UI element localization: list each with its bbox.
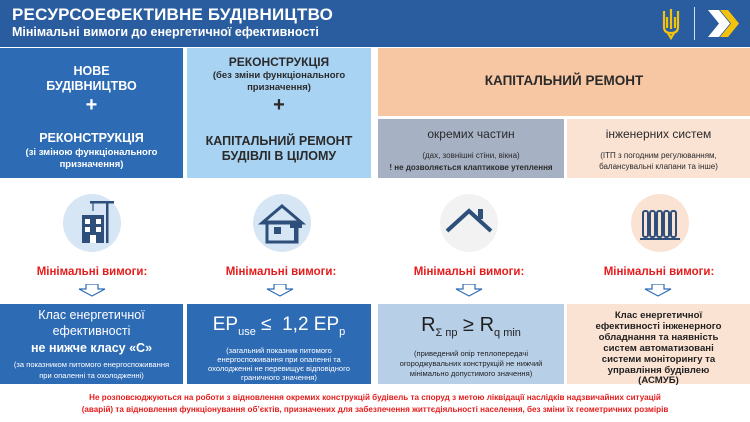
capital-systems-box [567,119,750,178]
r2-note1: (загальний показник питомого [226,346,332,355]
r4-line2: ефективності інженерного [595,321,722,332]
r2-ep-sub: use [238,325,256,338]
r1-note1: (за показником питомого енергоспоживання [13,360,170,369]
new-line3: РЕКОНСТРУКЦІЯ [39,131,144,145]
ukraine-trident-icon [660,7,682,40]
capital-repair-box [378,48,750,116]
min-req-label-4: Мінімальні вимоги: [603,266,715,278]
new-plus: + [85,94,98,116]
r3-note3: мінімально допустимого значення) [409,369,533,378]
building-crane-icon [62,193,122,253]
recon-note1: (без зміни функціонального [212,70,346,81]
r3-note2: огороджувальних конструкцій не нижчий [399,359,543,368]
r3-note1: (приведений опір теплопередачі [413,349,529,358]
r4-line4: систем автоматизовані [603,343,714,354]
result-class-c-box [0,304,183,384]
new-note2: призначення) [59,159,124,170]
r2-ep: EP [212,314,239,335]
arrows-logo-icon [706,8,740,39]
parts-title: окремих частин [427,127,515,141]
r2-op: ≤ 1,2 EP [261,314,340,335]
r1-line2: ефективності [52,324,131,338]
r1-note2: при опаленні та охолодженні) [39,371,144,380]
page-subtitle: Мінімальні вимоги до енергетичної ефективності [12,25,319,39]
r4-line7: (АСМУБ) [638,375,679,386]
footer-note [0,392,750,415]
recon-line3: БУДІВЛІ В ЦІЛОМУ [221,149,337,163]
capital-title: КАПІТАЛЬНИЙ РЕМОНТ [484,73,644,88]
r1-line3: не нижче класу «С» [30,341,153,355]
header-bar [0,0,750,47]
down-arrow-icon [644,284,672,297]
r4-line1: Клас енергетичної [614,310,703,321]
recon-line2: КАПІТАЛЬНИЙ РЕМОНТ [205,134,353,148]
r3-op: ≥ R [463,314,495,336]
r4-line5: системи моніторингу та [601,354,716,365]
systems-note2: балансувальні клапани та інше) [599,162,718,171]
result-asmub-box [567,304,750,384]
r2-note2: енергоспоживання при опаленні та [217,355,341,364]
page-title: РЕСУРСОЕФЕКТИВНЕ БУДІВНИЦТВО [12,5,334,24]
r3-r: R [421,314,436,336]
house-renovation-icon [252,193,312,253]
systems-note1: (ІТП з погодним регулюванням, [600,151,717,160]
min-req-label-3: Мінімальні вимоги: [413,266,525,278]
header-divider [694,7,695,40]
result-resistance-box [378,304,564,384]
recon-plus: + [273,94,285,116]
r2-note3: охолодженні не перевищує відповідного [208,364,350,373]
r2-note4: граничного значення) [241,373,317,382]
min-req-label-1: Мінімальні вимоги: [36,266,148,278]
recon-note2: призначення) [247,82,311,93]
reconstruction-box [187,48,371,178]
capital-parts-box [378,119,564,178]
down-arrow-icon [266,284,294,297]
r2-formula [187,314,371,338]
r4-line3: обладнання та наявність [598,332,719,343]
r3-q-sub: q min [494,327,521,339]
recon-line1: РЕКОНСТРУКЦІЯ [228,55,330,69]
footer-line2: (аварій) та відновлення функціонування об’єктів, призначених для забезпечення життєдіяльності населення, без зміни їх геометричних розмірів [81,404,669,414]
new-note1: (зі зміною функціонального [25,147,158,158]
systems-title: інженерних систем [605,127,712,141]
new-construction-box [0,48,183,178]
r1-line1: Клас енергетичної [38,308,145,322]
radiator-icon [630,193,690,253]
parts-note: (дах, зовнішні стіни, вікна) [422,151,520,160]
new-line2: БУДІВНИЦТВО [46,79,137,93]
r4-line6: управління будівлею [607,365,710,376]
min-req-label-2: Мінімальні вимоги: [225,266,337,278]
r3-r-sub: Σ пр [435,327,458,339]
r3-formula [378,314,564,339]
down-arrow-icon [455,284,483,297]
r2-p-sub: p [339,325,346,338]
down-arrow-icon [78,284,106,297]
footer-line1: Не розповсюджуються на роботи з відновлення окремих конструкцій будівель та споруд з метою ліквідації наслідків надзвичайних ситуацій [89,393,661,402]
parts-warning: ! не дозволяється клаптикове утеплення [389,163,553,172]
roof-icon [439,193,499,253]
result-ep-box [187,304,371,384]
new-line1: НОВЕ [73,64,110,78]
